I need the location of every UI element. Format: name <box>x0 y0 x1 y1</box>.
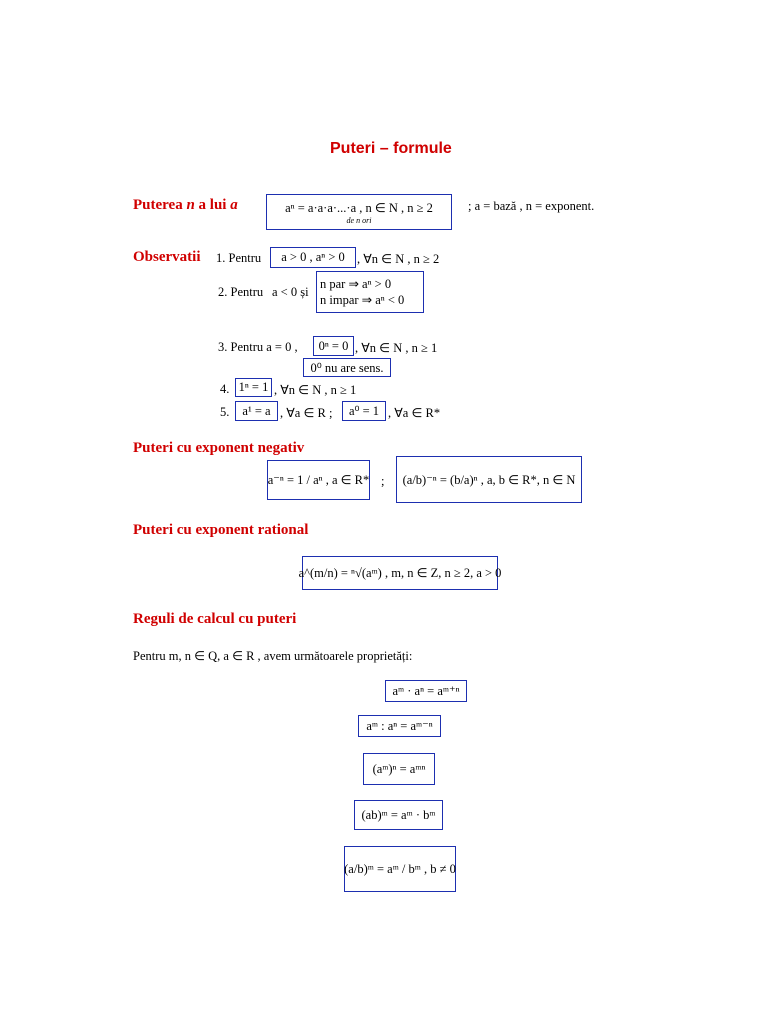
obs5-prefix: 5. <box>220 405 230 419</box>
obs4-prefix: 4. <box>220 382 230 396</box>
definition-formula: aⁿ = a·a·a·...·a , n ∈ N , n ≥ 2 <box>285 200 433 215</box>
obs5-mid: , ∀a ∈ R ; <box>280 406 333 420</box>
rule2-box: aᵐ : aⁿ = aᵐ⁻ⁿ <box>358 715 441 737</box>
obs3-suffix: , ∀n ∈ N , n ≥ 1 <box>355 341 438 355</box>
definition-label-a: a <box>230 197 238 213</box>
obs5-box1: a¹ = a <box>235 401 278 421</box>
definition-label <box>133 197 238 214</box>
obs3-prefix: 3. Pentru a = 0 , <box>218 340 298 354</box>
obs2-prefix: 2. Pentru <box>218 285 264 299</box>
neg-formula2-box: (a/b)⁻ⁿ = (b/a)ⁿ , a, b ∈ R*, n ∈ N <box>396 456 582 503</box>
obs5-suffix: , ∀a ∈ R* <box>388 406 441 420</box>
definition-note: ; a = bază , n = exponent. <box>468 199 595 213</box>
rat-heading: Puteri cu exponent rational <box>133 522 309 538</box>
rat-formula-box: a^(m/n) = ⁿ√(aᵐ) , m, n ∈ Z, n ≥ 2, a > 0 <box>302 556 498 590</box>
observatii-heading: Observatii <box>133 249 201 265</box>
definition-label-alui: a lui <box>198 197 227 213</box>
definition-label-n: n <box>186 197 195 213</box>
obs1-prefix: 1. Pentru <box>216 251 262 265</box>
neg-formula1-box: a⁻ⁿ = 1 / aⁿ , a ∈ R* <box>267 460 370 500</box>
rule4-box: (ab)ᵐ = aᵐ · bᵐ <box>354 800 443 830</box>
obs2-mid: a < 0 și <box>272 285 309 299</box>
obs3-box2: 0⁰ nu are sens. <box>303 358 391 377</box>
page-title: Puteri – formule <box>330 140 452 157</box>
obs2-line2: n impar ⇒ aⁿ < 0 <box>320 293 405 307</box>
rule3-box: (aᵐ)ⁿ = aᵐⁿ <box>363 753 435 785</box>
obs2-line1: n par ⇒ aⁿ > 0 <box>320 277 392 291</box>
definition-underbrace: de n ori <box>346 215 372 225</box>
rule5-box: (a/b)ᵐ = aᵐ / bᵐ , b ≠ 0 <box>344 846 456 892</box>
definition-label-puterea: Puterea <box>133 197 183 213</box>
neg-heading: Puteri cu exponent negativ <box>133 440 305 456</box>
obs4-suffix: , ∀n ∈ N , n ≥ 1 <box>274 383 357 397</box>
neg-separator: ; <box>381 474 385 488</box>
definition-formula-box <box>266 194 452 230</box>
obs1-box: a > 0 , aⁿ > 0 <box>270 247 356 268</box>
obs3-box: 0ⁿ = 0 <box>313 336 354 356</box>
obs4-box: 1ⁿ = 1 <box>235 378 272 397</box>
obs2-box <box>316 271 424 313</box>
rule1-box: aᵐ · aⁿ = aᵐ⁺ⁿ <box>385 680 467 702</box>
rules-intro: Pentru m, n ∈ Q, a ∈ R , avem următoarele proprietăți: <box>133 649 413 663</box>
rules-heading: Reguli de calcul cu puteri <box>133 611 297 627</box>
obs5-box2: a⁰ = 1 <box>342 401 386 421</box>
obs1-suffix: , ∀n ∈ N , n ≥ 2 <box>357 252 440 266</box>
